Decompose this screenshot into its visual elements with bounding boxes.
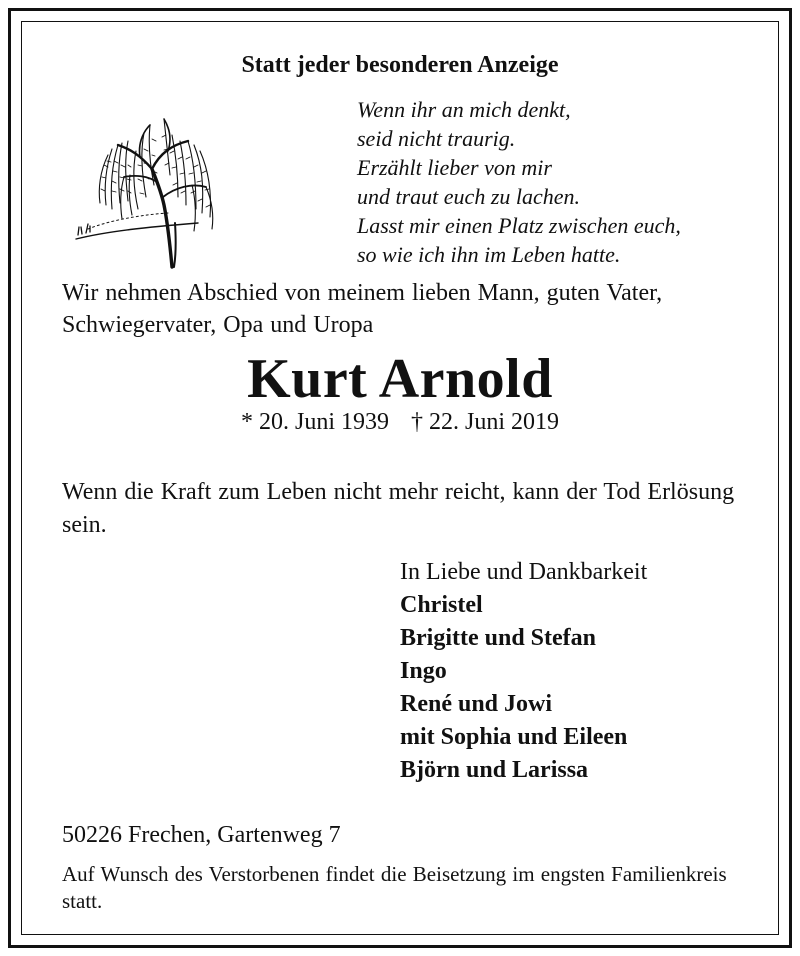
poem-line: Erzählt lieber von mir	[357, 155, 552, 180]
life-dates	[0, 406, 800, 438]
mourners-block	[400, 556, 647, 787]
mourner-name: Brigitte und Stefan	[400, 625, 597, 651]
memorial-poem	[357, 95, 681, 269]
notice-header: Statt jeder besonderen Anzeige	[241, 52, 559, 78]
birth-date: * 20. Juni 1939	[240, 409, 389, 435]
farewell-intro: Wir nehmen Abschied von meinem lieben Mann, guten Vater, Schwiegervater, Opa und Uropa	[62, 280, 663, 338]
weeping-willow-tree-icon	[68, 105, 226, 270]
family-address: 50226 Frechen, Gartenweg 7	[62, 822, 341, 848]
poem-line: Lasst mir einen Platz zwischen euch,	[357, 213, 681, 238]
mourner-name: René und Jowi	[400, 691, 553, 717]
poem-line: so wie ich ihn im Leben hatte.	[357, 242, 621, 267]
poem-line: und traut euch zu lachen.	[357, 184, 581, 209]
closing-quote: Wenn die Kraft zum Leben nicht mehr reicht, kann der Tod Erlösung sein.	[62, 479, 735, 538]
mourners-lead: In Liebe und Dankbarkeit	[400, 559, 648, 585]
poem-line: Wenn ihr an mich denkt,	[357, 97, 571, 122]
death-date: † 22. Juni 2019	[411, 409, 560, 435]
mourner-name: Ingo	[400, 658, 447, 684]
mourner-name: mit Sophia und Eileen	[400, 724, 628, 750]
poem-line: seid nicht traurig.	[357, 126, 516, 151]
mourner-name: Christel	[400, 592, 483, 618]
burial-note: Auf Wunsch des Verstorbenen findet die Beisetzung im engsten Familienkreis statt.	[62, 862, 727, 913]
deceased-name: Kurt Arnold	[247, 348, 553, 410]
mourner-name: Björn und Larissa	[400, 757, 589, 783]
